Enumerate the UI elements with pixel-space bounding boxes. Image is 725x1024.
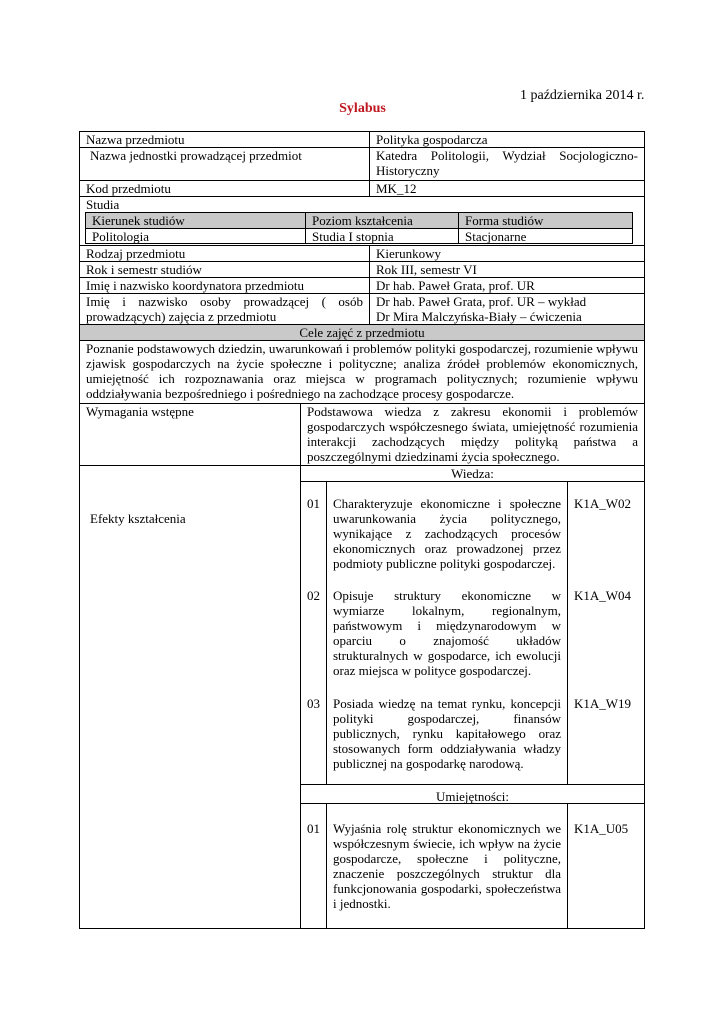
label-prowadzacy: Imię i nazwisko osoby prowadzącej ( osób prowadzących) zajęcia z przedmiotu (86, 294, 363, 324)
label-koordynator: Imię i nazwisko koordynatora przedmiotu (86, 278, 305, 293)
wiedza-02-num: 02 (307, 588, 320, 603)
label-efekty: Efekty kształcenia (90, 511, 186, 526)
studia-value-poziom: Studia I stopnia (312, 229, 394, 244)
wiedza-03-num: 03 (307, 696, 320, 711)
wiedza-03-text: Posiada wiedzę na temat rynku, koncepcji polityki gospodarczej, finansów publicznych, rynku kapitałowego oraz stosowanych form oddziaływania władzy publicznej na gospodarkę narodową. (333, 696, 561, 771)
value-kod-przedmiotu: MK_12 (376, 181, 417, 196)
value-prowadzacy-2: Dr Mira Malczyńska-Biały – ćwiczenia (376, 309, 582, 324)
label-kod-przedmiotu: Kod przedmiotu (86, 181, 171, 196)
document-date: 1 października 2014 r. (520, 88, 645, 103)
value-koordynator: Dr hab. Paweł Grata, prof. UR (376, 278, 535, 293)
studia-header-kierunek: Kierunek studiów (92, 213, 185, 228)
umiejetnosci-header: Umiejętności: (436, 789, 509, 804)
label-wymagania: Wymagania wstępne (86, 404, 194, 419)
label-nazwa-przedmiotu: Nazwa przedmiotu (86, 132, 185, 147)
studia-value-forma: Stacjonarne (465, 229, 527, 244)
cele-text: Poznanie podstawowych dziedzin, uwarunkowań i problemów polityki gospodarczej, rozumienie wpływu zjawisk gospodarczych na życie społeczne i polityczne; analiza źródeł problemów ekonomicznych, umiejętność ich rozpoznawania oraz miejsca w programach politycznych; rozumienie wpływu oddziaływania bezpośredniego i pośredniego na zachodzące procesy gospodarcze. (86, 341, 638, 401)
cele-header: Cele zajęć z przedmiotu (80, 325, 644, 340)
document-title: Sylabus (339, 101, 386, 116)
studia-value-kierunek: Politologia (92, 229, 150, 244)
label-rok-semestr: Rok i semestr studiów (86, 262, 202, 277)
wiedza-01-text: Charakteryzuje ekonomiczne i społeczne uwarunkowania życia politycznego, wynikające z zachodzących procesów ekonomicznych oraz prowadzonej przez podmioty publiczne polityki gospodarczej. (333, 496, 561, 571)
value-nazwa-przedmiotu: Polityka gospodarcza (376, 132, 488, 147)
umiejetnosci-01-num: 01 (307, 821, 320, 836)
wymagania-text: Podstawowa wiedza z zakresu ekonomii i problemów gospodarczych współczesnego świata, umiejętność rozumienia interakcji zachodzących między polityką państwa a poszczególnymi dziedzinami życia społecznego. (307, 404, 638, 464)
label-nazwa-jednostki: Nazwa jednostki prowadzącej przedmiot (90, 148, 302, 163)
wiedza-01-num: 01 (307, 496, 320, 511)
wiedza-02-text: Opisuje struktury ekonomiczne w wymiarze lokalnym, regionalnym, państwowym i międzynarodowym w oparciu o znajomość układów strukturalnych w gospodarce, ich ewolucji oraz miejsca w polityce gospodarczej. (333, 588, 561, 678)
value-nazwa-jednostki: Katedra Politologii, Wydział Socjologiczno-Historyczny (376, 148, 638, 178)
value-rodzaj-przedmiotu: Kierunkowy (376, 246, 441, 261)
wiedza-01-code: K1A_W02 (574, 496, 632, 511)
label-rodzaj-przedmiotu: Rodzaj przedmiotu (86, 246, 186, 261)
studia-header-forma: Forma studiów (465, 213, 544, 228)
value-prowadzacy-1: Dr hab. Paweł Grata, prof. UR – wykład (376, 294, 587, 309)
label-studia: Studia (86, 197, 120, 212)
wiedza-header: Wiedza: (451, 466, 494, 481)
wiedza-03-code: K1A_W19 (574, 696, 632, 711)
umiejetnosci-01-code: K1A_U05 (574, 821, 629, 836)
umiejetnosci-01-text: Wyjaśnia rolę struktur ekonomicznych we współczesnym świecie, ich wpływ na życie gospodarcze, społeczne i polityczne, znaczenie poszczególnych struktur dla funkcjonowania gospodarki, społeczeństwa i jednostki. (333, 821, 561, 911)
wiedza-02-code: K1A_W04 (574, 588, 632, 603)
studia-header-poziom: Poziom kształcenia (312, 213, 413, 228)
value-rok-semestr: Rok III, semestr VI (376, 262, 477, 277)
